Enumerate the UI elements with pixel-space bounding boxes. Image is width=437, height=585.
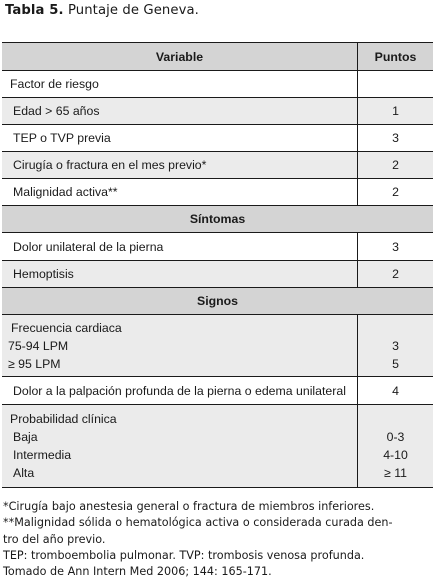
row-points: 4 [392, 383, 399, 398]
row-variable: Dolor unilateral de la pierna [13, 239, 164, 254]
probability-level: Alta [13, 466, 35, 480]
row-points: 2 [392, 185, 399, 199]
row-variable: Cirugía o fractura en el mes previo* [13, 158, 207, 172]
heart-rate-title: Frecuencia cardiaca [11, 320, 122, 335]
row-points: 2 [392, 158, 399, 172]
probability-points: 0-3 [386, 430, 405, 444]
header-variable: Variable [2, 43, 358, 70]
footnote: *Cirugía bajo anestesia general o fractura de miembros inferiores. [3, 500, 375, 513]
risk-factor-title-row [2, 71, 433, 98]
heart-rate-row [2, 315, 433, 377]
symptoms-section-row [2, 206, 433, 233]
probability-points: 4-10 [383, 448, 408, 462]
signs-title: Signos [197, 294, 238, 308]
row-points: 3 [392, 131, 399, 145]
table-row [2, 261, 433, 288]
footnote: tro del año previo. [3, 532, 106, 546]
table-row [2, 98, 433, 125]
footnote: TEP: tromboembolia pulmonar. TVP: trombosis venosa profunda. [3, 548, 365, 562]
probability-level: Intermedia [13, 448, 72, 462]
symptoms-title: Síntomas [189, 212, 246, 226]
risk-factor-title: Factor de riesgo [10, 77, 99, 91]
clinical-probability-title: Probabilidad clínica [10, 412, 117, 426]
table-row [2, 152, 433, 179]
row-variable: Hemoptisis [13, 267, 74, 281]
row-variable: Malignidad activa** [13, 185, 118, 199]
row-variable: Dolor a la palpación profunda de la pierna o edema unilateral [13, 383, 346, 398]
caption-label: Tabla 5. [5, 3, 64, 18]
table-row [2, 179, 433, 206]
caption-title: Puntaje de Geneva. [67, 3, 199, 18]
row-variable: Edad > 65 años [13, 104, 100, 118]
table-caption [5, 2, 199, 20]
row-variable: TEP o TVP previa [13, 131, 111, 145]
clinical-probability-row [2, 405, 433, 487]
table-row [2, 125, 433, 152]
table-footnotes [3, 499, 433, 580]
probability-level: Baja [13, 430, 38, 444]
row-points: 3 [392, 239, 399, 254]
table-row [2, 233, 433, 261]
heart-rate-item: 75-94 LPM [8, 338, 69, 353]
footnote: Tomado de Ann Intern Med 2006; 144: 165-171. [3, 565, 272, 579]
signs-section-row [2, 288, 433, 315]
heart-rate-points: 3 [392, 338, 399, 353]
footnote: **Malignidad sólida o hematológica activa o considerada curada den- [3, 516, 393, 530]
table-row [2, 377, 433, 405]
row-points: 1 [392, 104, 399, 118]
heart-rate-item: ≥ 95 LPM [8, 356, 61, 371]
row-points: 2 [392, 267, 399, 281]
heart-rate-points: 5 [392, 356, 399, 371]
probability-points: ≥ 11 [384, 466, 407, 480]
table-header-row [2, 43, 433, 71]
header-points: Puntos [374, 49, 417, 64]
geneva-score-table [2, 42, 433, 488]
